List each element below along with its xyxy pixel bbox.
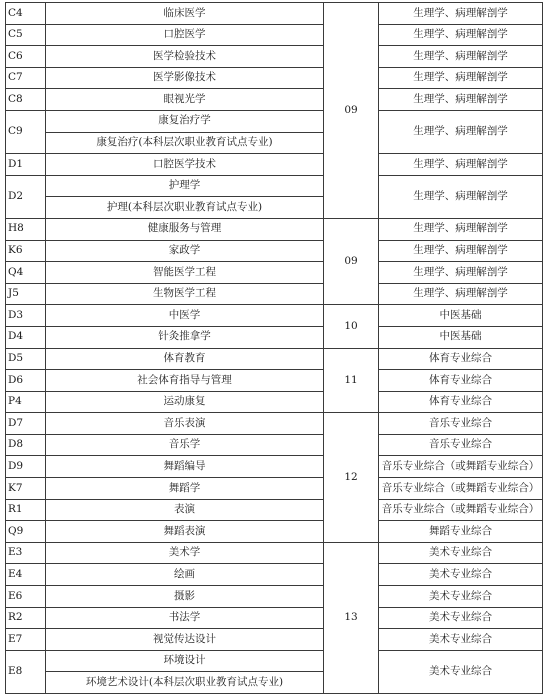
major-name: 摄影: [46, 586, 324, 608]
major-name: 针灸推拿学: [46, 326, 324, 348]
exam-subject: 生理学、病理解剖学: [379, 262, 543, 284]
major-code: D5: [6, 348, 46, 370]
major-code: D4: [6, 326, 46, 348]
major-name: 智能医学工程: [46, 262, 324, 284]
major-code: E3: [6, 542, 46, 564]
exam-subject: 生理学、病理解剖学: [379, 240, 543, 262]
table-row: [6, 391, 543, 413]
group-number: 12: [324, 413, 379, 543]
table-row: [6, 46, 543, 68]
exam-subject: 中医基础: [379, 305, 543, 327]
major-name: 医学检验技术: [46, 46, 324, 68]
table-row: [6, 3, 543, 25]
major-name: 护理学: [46, 175, 324, 197]
major-name: 运动康复: [46, 391, 324, 413]
exam-subject: 体育专业综合: [379, 370, 543, 392]
major-name: 舞蹈表演: [46, 521, 324, 543]
exam-subject: 生理学、病理解剖学: [379, 154, 543, 176]
major-code: D7: [6, 413, 46, 435]
major-name: 口腔医学: [46, 24, 324, 46]
major-name: 绘画: [46, 564, 324, 586]
exam-subject: 音乐专业综合（或舞蹈专业综合）: [379, 478, 543, 500]
major-name: 音乐学: [46, 434, 324, 456]
group-number: 09: [324, 218, 379, 304]
major-name: 社会体育指导与管理: [46, 370, 324, 392]
exam-subject: 生理学、病理解剖学: [379, 46, 543, 68]
exam-subject: 美术专业综合: [379, 607, 543, 629]
exam-subject: 美术专业综合: [379, 564, 543, 586]
exam-subject: 生理学、病理解剖学: [379, 24, 543, 46]
major-code: C8: [6, 89, 46, 111]
major-code: E4: [6, 564, 46, 586]
table-row: [6, 326, 543, 348]
table-row: [6, 564, 543, 586]
major-name: 环境设计: [46, 650, 324, 672]
major-code: R1: [6, 499, 46, 521]
exam-subject: 美术专业综合: [379, 586, 543, 608]
major-name: 康复治疗(本科层次职业教育试点专业): [46, 132, 324, 154]
exam-subject: 体育专业综合: [379, 391, 543, 413]
major-code: E7: [6, 629, 46, 651]
table-row: [6, 650, 543, 672]
major-code: J5: [6, 283, 46, 305]
exam-subject: 音乐专业综合: [379, 434, 543, 456]
major-name: 舞蹈学: [46, 478, 324, 500]
table-row: [6, 413, 543, 435]
table-row: [6, 629, 543, 651]
major-name: 体育教育: [46, 348, 324, 370]
exam-subject: 生理学、病理解剖学: [379, 175, 543, 218]
major-code: C9: [6, 110, 46, 153]
table-row: [6, 521, 543, 543]
major-name: 临床医学: [46, 3, 324, 25]
table-row: [6, 175, 543, 197]
major-code: D1: [6, 154, 46, 176]
major-code: D6: [6, 370, 46, 392]
table-row: [6, 262, 543, 284]
exam-subject: 体育专业综合: [379, 348, 543, 370]
table-row: [6, 305, 543, 327]
major-name: 家政学: [46, 240, 324, 262]
major-code: R2: [6, 607, 46, 629]
major-name: 表演: [46, 499, 324, 521]
exam-subject: 音乐专业综合: [379, 413, 543, 435]
major-name: 生物医学工程: [46, 283, 324, 305]
major-name: 美术学: [46, 542, 324, 564]
exam-subject: 中医基础: [379, 326, 543, 348]
table-row: [6, 499, 543, 521]
table-row: [6, 607, 543, 629]
major-name: 医学影像技术: [46, 67, 324, 89]
table-row: [6, 542, 543, 564]
exam-subject: 生理学、病理解剖学: [379, 218, 543, 240]
major-code: C6: [6, 46, 46, 68]
table-row: [6, 348, 543, 370]
major-name: 中医学: [46, 305, 324, 327]
major-code: E8: [6, 650, 46, 693]
table-body: [6, 3, 543, 694]
major-code: D3: [6, 305, 46, 327]
exam-subject: 生理学、病理解剖学: [379, 67, 543, 89]
exam-subject: 生理学、病理解剖学: [379, 283, 543, 305]
exam-subject: 生理学、病理解剖学: [379, 3, 543, 25]
table-row: [6, 24, 543, 46]
major-name: 舞蹈编导: [46, 456, 324, 478]
major-code: C4: [6, 3, 46, 25]
major-code: K6: [6, 240, 46, 262]
table-row: [6, 67, 543, 89]
exam-subject: 生理学、病理解剖学: [379, 89, 543, 111]
table-row: [6, 456, 543, 478]
exam-subject: 舞蹈专业综合: [379, 521, 543, 543]
major-code: C7: [6, 67, 46, 89]
table-row: [6, 283, 543, 305]
exam-subject: 音乐专业综合（或舞蹈专业综合）: [379, 499, 543, 521]
major-name: 视觉传达设计: [46, 629, 324, 651]
exam-subject: 美术专业综合: [379, 650, 543, 693]
major-code: D8: [6, 434, 46, 456]
major-code: H8: [6, 218, 46, 240]
major-code: Q9: [6, 521, 46, 543]
table-row: [6, 370, 543, 392]
table-row: [6, 218, 543, 240]
major-name: 音乐表演: [46, 413, 324, 435]
major-code: D9: [6, 456, 46, 478]
table-row: [6, 110, 543, 132]
major-name: 护理(本科层次职业教育试点专业): [46, 197, 324, 219]
table-row: [6, 586, 543, 608]
major-name: 环境艺术设计(本科层次职业教育试点专业): [46, 672, 324, 694]
major-code: E6: [6, 586, 46, 608]
major-subject-table: [5, 2, 543, 694]
group-number: 11: [324, 348, 379, 413]
major-name: 康复治疗学: [46, 110, 324, 132]
exam-subject: 生理学、病理解剖学: [379, 110, 543, 153]
group-number: 10: [324, 305, 379, 348]
table-row: [6, 89, 543, 111]
major-code: K7: [6, 478, 46, 500]
major-name: 书法学: [46, 607, 324, 629]
major-name: 健康服务与管理: [46, 218, 324, 240]
table-row: [6, 240, 543, 262]
table-row: [6, 478, 543, 500]
major-code: Q4: [6, 262, 46, 284]
table-row: [6, 434, 543, 456]
major-code: C5: [6, 24, 46, 46]
major-name: 眼视光学: [46, 89, 324, 111]
group-number: 13: [324, 542, 379, 693]
table-row: [6, 154, 543, 176]
major-name: 口腔医学技术: [46, 154, 324, 176]
major-code: P4: [6, 391, 46, 413]
exam-subject: 美术专业综合: [379, 629, 543, 651]
major-code: D2: [6, 175, 46, 218]
exam-subject: 音乐专业综合（或舞蹈专业综合）: [379, 456, 543, 478]
group-number: 09: [324, 3, 379, 219]
exam-subject: 美术专业综合: [379, 542, 543, 564]
